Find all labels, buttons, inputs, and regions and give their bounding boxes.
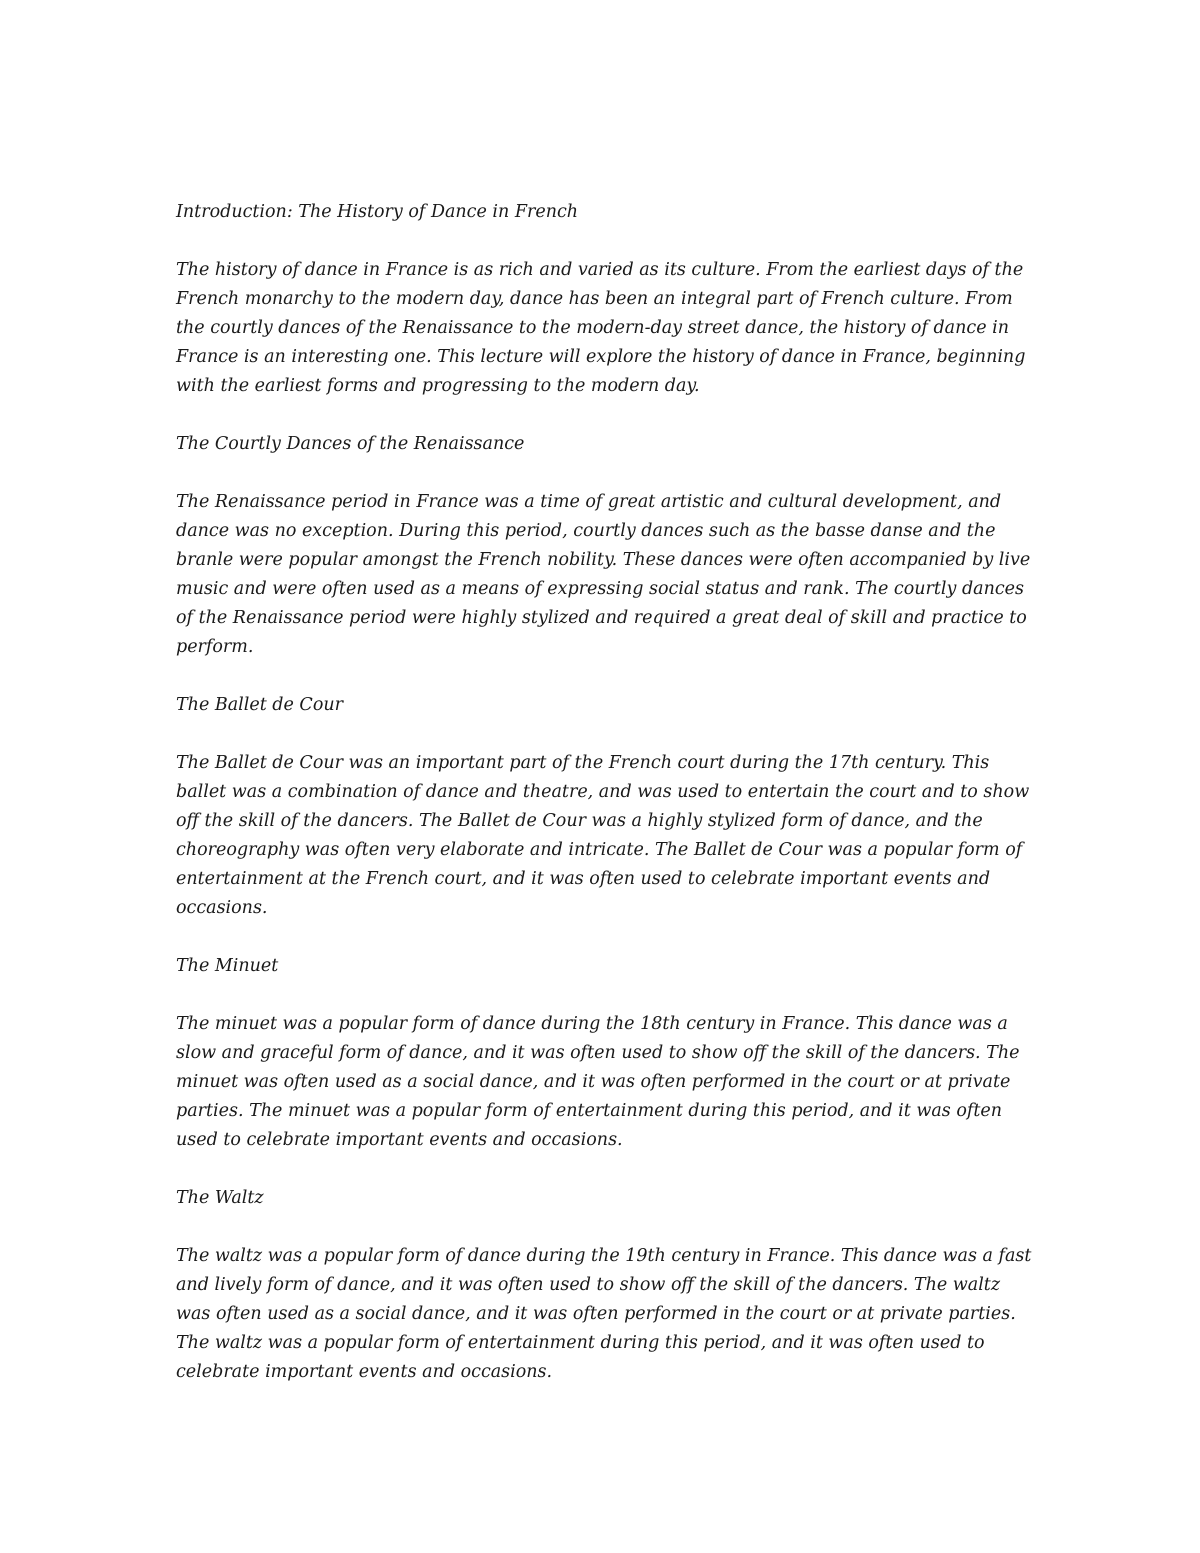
section-heading-waltz: The Waltz bbox=[176, 1188, 264, 1208]
section-body-ballet-de-cour: The Ballet de Cour was an important part of the French court during the 17th century. This ballet was a combination of dance and theatre, and was used to entertain the court and to show off the skill of the dancers. The Ballet de Cour was a highly stylized form of dance, and the choreography was often very elaborate and intricate. The Ballet de Cour was a popular form of entertainment at the French court, and it was often used to celebrate important events and occasions. bbox=[176, 753, 1030, 918]
section-body-waltz: The waltz was a popular form of dance during the 19th century in France. This dance was a fast and lively form of dance, and it was often used to show off the skill of the dancers. The waltz was often used as a social dance, and it was often performed in the court or at private parties. The waltz was a popular form of entertainment during this period, and it was often used to celebrate important events and occasions. bbox=[176, 1246, 1032, 1382]
section-heading-ballet-de-cour: The Ballet de Cour bbox=[176, 695, 343, 715]
section-heading-minuet: The Minuet bbox=[176, 956, 279, 976]
document-title: Introduction: The History of Dance in French bbox=[176, 202, 579, 222]
intro-paragraph: The history of dance in France is as rich and varied as its culture. From the earliest days of the French monarchy to the modern day, dance has been an integral part of French culture. From the courtly dances of the Renaissance to the modern-day street dance, the history of dance in France is an interesting one. This lecture will explore the history of dance in France, beginning with the earliest forms and progressing to the modern day. bbox=[176, 260, 1026, 396]
document-body bbox=[176, 198, 1036, 1416]
section-body-renaissance: The Renaissance period in France was a time of great artistic and cultural development, and dance was no exception. During this period, courtly dances such as the basse danse and the branle were popular amongst the French nobility. These dances were often accompanied by live music and were often used as a means of expressing social status and rank. The courtly dances of the Renaissance period were highly stylized and required a great deal of skill and practice to perform. bbox=[176, 492, 1031, 657]
section-heading-renaissance: The Courtly Dances of the Renaissance bbox=[176, 434, 525, 454]
section-body-minuet: The minuet was a popular form of dance during the 18th century in France. This dance was a slow and graceful form of dance, and it was often used to show off the skill of the dancers. The minuet was often used as a social dance, and it was often performed in the court or at private parties. The minuet was a popular form of entertainment during this period, and it was often used to celebrate important events and occasions. bbox=[176, 1014, 1020, 1150]
